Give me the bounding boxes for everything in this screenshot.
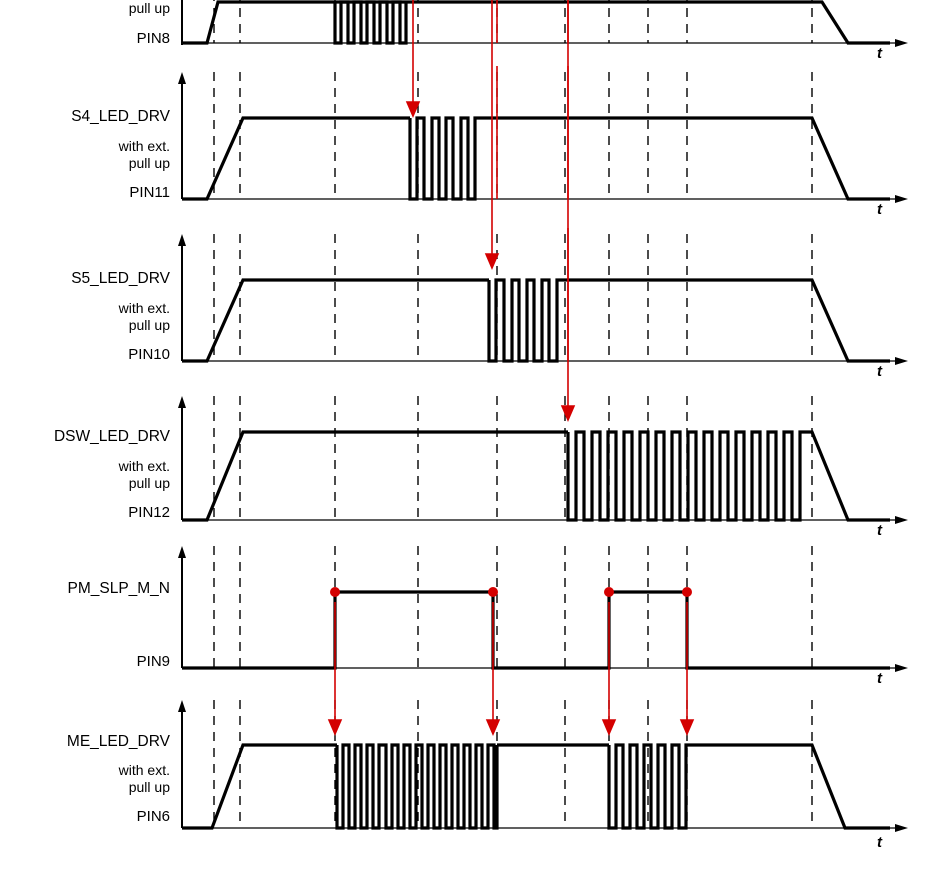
panel-pin8-sublabel: pull up [128, 0, 170, 16]
panel-pin8-axis-label: t [877, 45, 882, 62]
panel-dsw-axis-label: t [877, 522, 882, 539]
panel-s5-waveform [0, 228, 930, 378]
panel-me-waveform [0, 690, 930, 888]
panel-s5 [0, 228, 930, 378]
panel-pmslp [0, 540, 930, 690]
panel-pmslp-axis-label: t [877, 670, 882, 687]
panel-pmslp-signal: PM_SLP_M_N [67, 580, 170, 597]
panel-pin8 [0, 0, 930, 60]
panel-s4-axis-label: t [877, 201, 882, 218]
panel-dsw [0, 390, 930, 540]
panel-s5-pin: PIN10 [128, 346, 170, 363]
panel-s5-axis-label: t [877, 363, 882, 380]
panel-me [0, 690, 930, 888]
panel-dsw-waveform [0, 390, 930, 540]
panel-dsw-signal: DSW_LED_DRV [53, 428, 170, 445]
panel-pmslp-pin: PIN9 [136, 653, 170, 670]
panel-dsw-sublabel: with ext. pull up [118, 458, 170, 491]
panel-s5-signal: S5_LED_DRV [71, 270, 170, 287]
panel-s4-sublabel: with ext. pull up [118, 138, 170, 171]
panel-me-pin: PIN6 [136, 808, 170, 825]
panel-s4-waveform [0, 66, 930, 216]
panel-dsw-pin: PIN12 [128, 504, 170, 521]
panel-s4-signal: S4_LED_DRV [71, 108, 170, 125]
panel-me-sublabel: with ext. pull up [118, 762, 170, 795]
panel-pin8-waveform [0, 0, 930, 60]
panel-me-axis-label: t [877, 834, 882, 851]
panel-s4-pin: PIN11 [129, 184, 170, 201]
panel-pin8-pin: PIN8 [136, 30, 170, 47]
panel-pmslp-waveform [0, 540, 930, 690]
panel-s5-sublabel: with ext. pull up [118, 300, 170, 333]
panel-me-signal: ME_LED_DRV [66, 733, 170, 750]
panel-s4 [0, 66, 930, 216]
